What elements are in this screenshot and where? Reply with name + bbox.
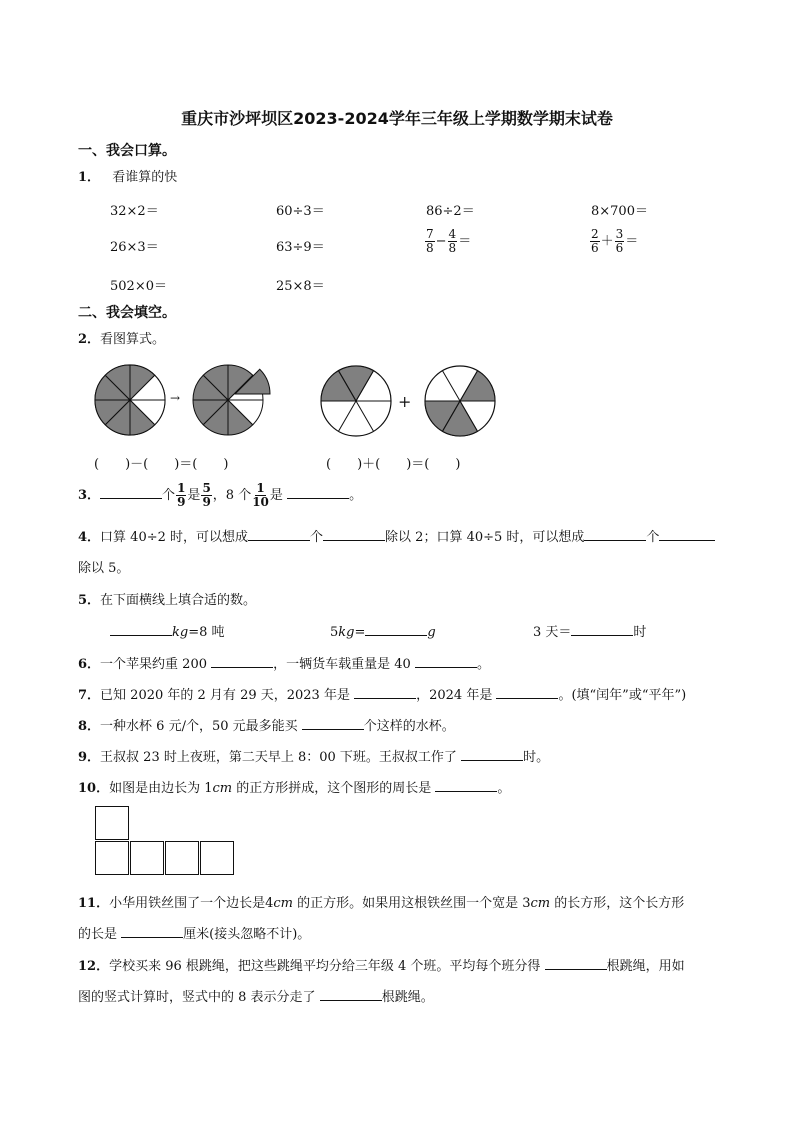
answer-blank[interactable] (545, 955, 607, 970)
answer-blank[interactable] (248, 526, 310, 541)
answer-blank[interactable] (100, 484, 162, 499)
answer-blank[interactable] (323, 526, 385, 541)
text: 。 (476, 657, 490, 672)
fraction-addition (589, 228, 638, 255)
question-4-line-1 (78, 526, 715, 545)
answer-blank[interactable] (584, 526, 646, 541)
text: 是 (187, 488, 201, 503)
answer-blank[interactable] (461, 746, 523, 761)
text: 一个苹果约重 200 (100, 657, 207, 672)
pie-six-parts-a (319, 364, 393, 438)
question-number: 1． (78, 170, 101, 185)
text: 的正方形拼成，这个图形的周长是 (232, 781, 432, 796)
question-7 (78, 684, 686, 703)
equals-sign: ＝ (625, 234, 639, 249)
fraction: $\frac{5}{9}$ (202, 481, 211, 509)
arrow-icon: → (170, 391, 181, 405)
question-11-line-2 (78, 923, 310, 942)
page-title: 重庆市沙坪坝区2023-2024学年三年级上学期数学期末试卷 (181, 109, 613, 128)
text: 一种水杯 6 元/个，50 元最多能买 (100, 719, 298, 734)
text: 王叔叔 23 时上夜班，第二天早上 8：00 下班。王叔叔工作了 (100, 750, 457, 765)
text: ，一辆货车载重量是 40 (273, 657, 411, 672)
unit: cm (212, 781, 233, 796)
text: 学校买来 96 根跳绳，把这些跳绳平均分给三年级 4 个班。平均每个班分得 (109, 959, 541, 974)
question-9 (78, 746, 549, 765)
question-1 (78, 166, 177, 185)
calc-item: 25×8＝ (276, 279, 325, 294)
question-4-line-2: 除以 5。 (78, 561, 130, 576)
text: 。 (497, 781, 511, 796)
conversion-a (110, 621, 225, 640)
question-10 (78, 777, 510, 796)
square (200, 841, 234, 875)
question-number: 9． (78, 750, 101, 765)
text: 个这样的水杯。 (363, 719, 455, 734)
calc-item: 502×0＝ (110, 279, 167, 294)
question-number: 6． (78, 657, 101, 672)
calc-item: 26×3＝ (110, 240, 159, 255)
fraction: $\frac{2}{6}$ (591, 227, 599, 255)
unit: kg (172, 625, 189, 640)
square (130, 841, 164, 875)
equals-sign: ＝ (458, 234, 472, 249)
text: 个 (646, 530, 660, 545)
answer-blank[interactable] (571, 621, 633, 636)
formula-blank-right: ( )＋( )＝( ) (326, 457, 461, 472)
text: 个 (310, 530, 324, 545)
question-2 (78, 328, 165, 347)
question-number: 12． (78, 959, 110, 974)
plus-sign: + (398, 392, 412, 411)
section-heading-oral-calc: 一、我会口算。 (78, 143, 176, 159)
answer-blank[interactable] (415, 653, 477, 668)
calc-item: 32×2＝ (110, 204, 159, 219)
text: 。 (349, 488, 363, 503)
conversion-b (330, 621, 436, 640)
text: ，2024 年是 (416, 688, 493, 703)
pie-eight-parts-taken (188, 360, 272, 440)
question-11-line-1 (78, 892, 684, 911)
answer-blank[interactable] (320, 986, 382, 1001)
pie-six-parts-b (423, 364, 497, 438)
section-heading-fill-blank: 二、我会填空。 (78, 305, 176, 321)
fraction: $\frac{1}{9}$ (177, 481, 186, 509)
square (95, 841, 129, 875)
fraction: $\frac{7}{8}$ (426, 227, 434, 255)
question-6 (78, 653, 490, 672)
question-text: 看图算式。 (100, 332, 166, 347)
calc-item: 60÷3＝ (276, 204, 325, 219)
question-text: 看谁算的快 (112, 170, 178, 185)
fraction: $\frac{3}{6}$ (615, 227, 624, 255)
question-number: 4． (78, 530, 101, 545)
text: 小华用铁丝围了一个边长是4 (109, 896, 274, 911)
squares-figure (95, 806, 235, 878)
text: 厘米(接头忽略不计)。 (183, 927, 311, 942)
question-number: 2． (78, 332, 101, 347)
question-5 (78, 589, 256, 608)
text: 根跳绳，用如 (606, 959, 685, 974)
text: 已知 2020 年的 2 月有 29 天，2023 年是 (100, 688, 350, 703)
question-number: 8． (78, 719, 101, 734)
fraction-subtraction (424, 228, 471, 255)
question-12-line-1 (78, 955, 685, 974)
question-number: 10． (78, 781, 110, 796)
text: 是 (269, 488, 283, 503)
conversion-c (533, 621, 646, 640)
question-3 (78, 482, 362, 509)
calc-item: 8×700＝ (591, 204, 648, 219)
answer-blank[interactable] (659, 526, 715, 541)
text: 时 (633, 625, 647, 640)
answer-blank[interactable] (287, 484, 349, 499)
answer-blank[interactable] (354, 684, 416, 699)
text: 根跳绳。 (381, 990, 434, 1005)
text: 图的竖式计算时，竖式中的 8 表示分走了 (78, 990, 316, 1005)
text: 的正方形。如果用这根铁丝围一个宽是 3 (292, 896, 531, 911)
fraction: $\frac{4}{8}$ (448, 227, 457, 255)
unit: cm (273, 896, 293, 911)
question-text: 在下面横线上填合适的数。 (100, 593, 257, 608)
text: 的长是 (78, 927, 118, 942)
question-number: 7． (78, 688, 101, 703)
unit: kg (338, 625, 355, 640)
text: ，8 个 (212, 488, 252, 503)
operator: ＋ (600, 234, 614, 249)
text: 3 天＝ (533, 625, 572, 640)
text: 时。 (523, 750, 550, 765)
formula-blank-left: ( )－( )＝( ) (94, 457, 229, 472)
answer-blank[interactable] (110, 621, 172, 636)
answer-blank[interactable] (365, 621, 427, 636)
fraction: $\frac{1}{10}$ (252, 481, 269, 509)
text: =8 吨 (188, 625, 225, 640)
question-number: 11． (78, 896, 110, 911)
unit: cm (530, 896, 551, 911)
unit: g (427, 625, 436, 640)
calc-item: 63÷9＝ (276, 240, 325, 255)
question-8 (78, 715, 455, 734)
calc-item: 86÷2＝ (426, 204, 475, 219)
text: 。(填“闰年”或“平年”) (558, 688, 687, 703)
text: 5 (330, 625, 339, 640)
question-12-line-2 (78, 986, 434, 1005)
answer-blank[interactable] (121, 923, 183, 938)
text: 如图是由边长为 1 (109, 781, 213, 796)
answer-blank[interactable] (496, 684, 558, 699)
text: 除以 2；口算 40÷5 时，可以想成 (385, 530, 585, 545)
answer-blank[interactable] (211, 653, 273, 668)
text: 个 (162, 488, 176, 503)
square (95, 806, 129, 840)
text: = (354, 625, 366, 640)
text: 口算 40÷2 时，可以想成 (100, 530, 249, 545)
text: 的长方形，这个长方形 (550, 896, 685, 911)
square (165, 841, 199, 875)
answer-blank[interactable] (435, 777, 497, 792)
question-number: 3． (78, 488, 101, 503)
question-number: 5． (78, 593, 101, 608)
answer-blank[interactable] (302, 715, 364, 730)
operator: − (435, 234, 447, 249)
pie-eight-parts-left (93, 363, 167, 437)
